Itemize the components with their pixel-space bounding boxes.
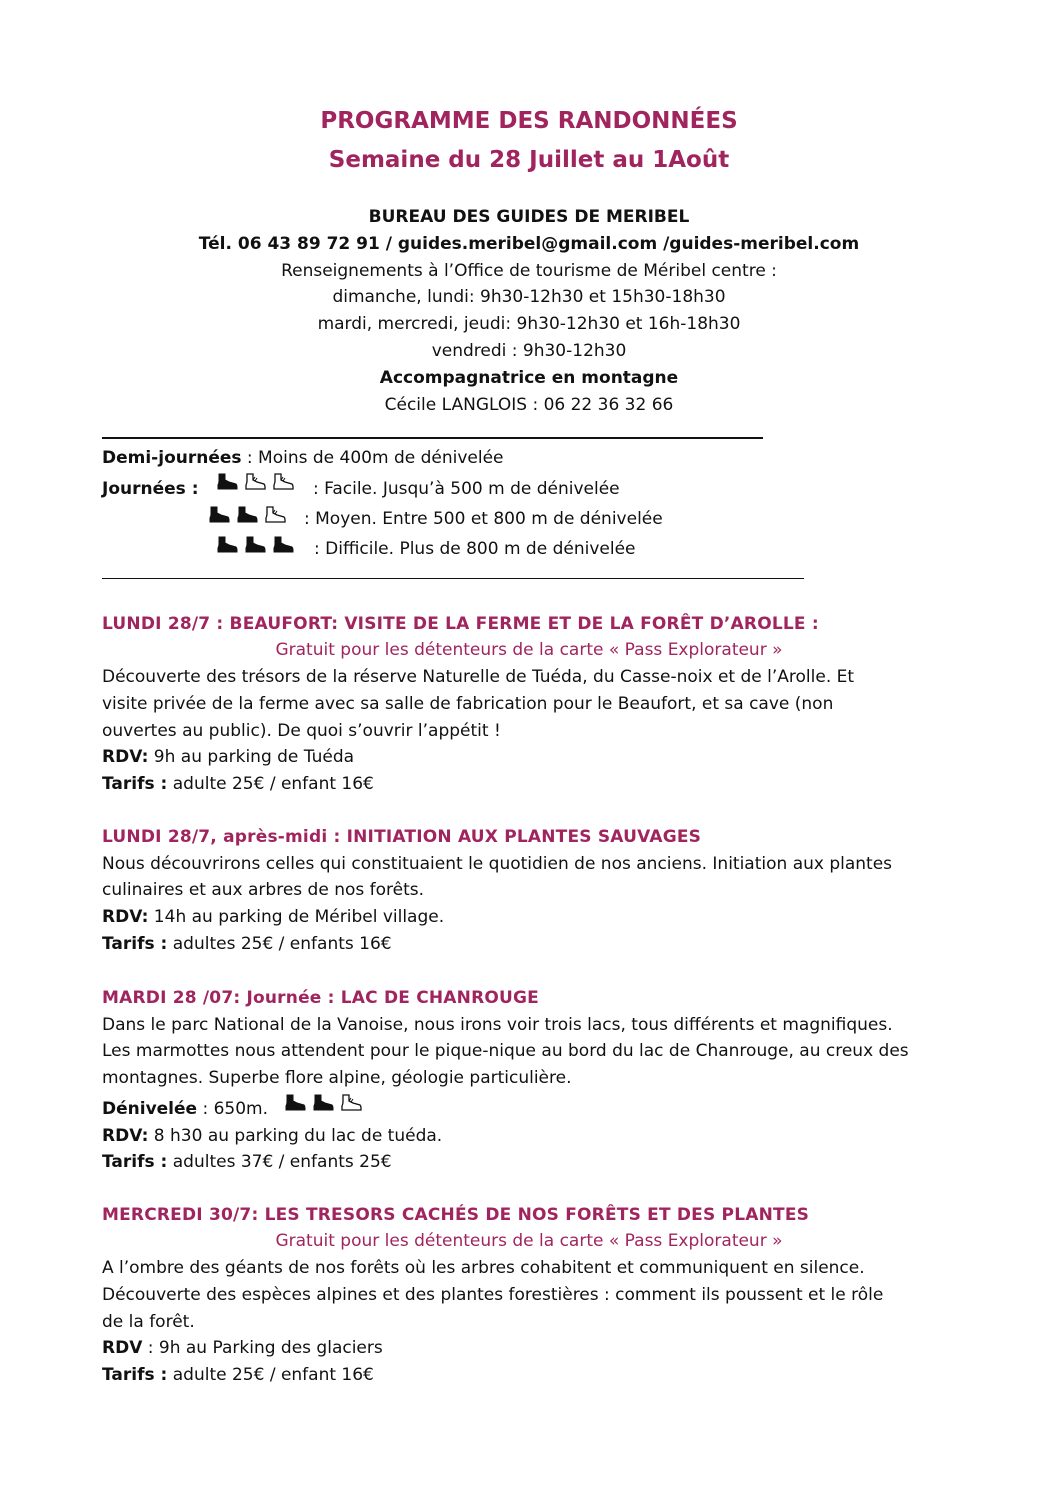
- section-description: Dans le parc National de la Vanoise, nous irons voir trois lacs, tous différents et magnifiques.: [102, 1015, 893, 1035]
- legend-demi-label: Demi-journées: [102, 448, 242, 468]
- section-description: Découverte des espèces alpines et des plantes forestières : comment ils poussent et le rôle: [102, 1285, 884, 1305]
- rdv-value: 9h au parking de Tuéda: [148, 747, 355, 767]
- section-description: de la forêt.: [102, 1312, 195, 1332]
- rdv-line: [102, 906, 444, 928]
- bureau-name: BUREAU DES GUIDES DE MERIBEL: [368, 207, 690, 227]
- pass-explorateur-note: Gratuit pour les détenteurs de la carte « Pass Explorateur »: [275, 1231, 783, 1251]
- section-description: visite privée de la ferme avec sa salle de fabrication pour le Beaufort, et sa cave (non: [102, 694, 834, 714]
- legend-level-easy: : Facile. Jusqu’à 500 m de dénivelée: [313, 479, 620, 499]
- section-heading: LUNDI 28/7, après-midi : INITIATION AUX PLANTES SAUVAGES: [102, 827, 702, 847]
- legend-journees-label-line: [102, 478, 199, 500]
- section-heading: MARDI 28 /07: Journée : LAC DE CHANROUGE: [102, 988, 539, 1008]
- rdv-value: 14h au parking de Méribel village.: [148, 907, 445, 927]
- rdv-label: RDV:: [102, 907, 149, 927]
- difficulty-boots: [208, 505, 286, 525]
- accompagnatrice-title: Accompagnatrice en montagne: [379, 368, 679, 388]
- divider: [102, 578, 804, 579]
- hours-line: mardi, mercredi, jeudi: 9h30-12h30 et 16h-18h30: [317, 314, 741, 334]
- legend-journees-label: Journées :: [102, 479, 199, 499]
- hiking-boot-filled-icon: [312, 1093, 334, 1111]
- hiking-boot-filled-icon: [216, 535, 238, 553]
- rdv-line: [102, 1125, 442, 1147]
- hours-line: vendredi : 9h30-12h30: [431, 341, 627, 361]
- tarifs-value: adultes 25€ / enfants 16€: [167, 934, 392, 954]
- hiking-boot-outline-icon: [340, 1093, 362, 1111]
- difficulty-boots: [216, 472, 294, 492]
- section-description: ouvertes au public). De quoi s’ouvrir l’appétit !: [102, 721, 501, 741]
- tarifs-label: Tarifs :: [102, 1152, 168, 1172]
- tarifs-label: Tarifs :: [102, 934, 168, 954]
- page-title: PROGRAMME DES RANDONNÉES: [320, 108, 738, 134]
- section-description: Nous découvrirons celles qui constituaient le quotidien de nos anciens. Initiation aux plantes: [102, 854, 893, 874]
- rdv-value: : 9h au Parking des glaciers: [142, 1338, 383, 1358]
- tarifs-line: [102, 1364, 374, 1386]
- legend-level-hard: : Difficile. Plus de 800 m de dénivelée: [314, 539, 636, 559]
- hiking-boot-filled-icon: [272, 535, 294, 553]
- denivelee-value: : 650m.: [197, 1099, 269, 1119]
- hiking-boot-filled-icon: [244, 535, 266, 553]
- rdv-label: RDV:: [102, 747, 149, 767]
- tarifs-value: adulte 25€ / enfant 16€: [167, 774, 374, 794]
- legend-demi-journees: [102, 447, 504, 469]
- tarifs-line: [102, 1151, 392, 1173]
- hiking-boot-filled-icon: [208, 505, 230, 523]
- section-description: A l’ombre des géants de nos forêts où les arbres cohabitent et communiquent en silence.: [102, 1258, 865, 1278]
- renseignements-line: Renseignements à l’Office de tourisme de Méribel centre :: [281, 261, 777, 281]
- rdv-line: [102, 1337, 383, 1359]
- section-description: Les marmottes nous attendent pour le pique-nique au bord du lac de Chanrouge, au creux des: [102, 1041, 909, 1061]
- hiking-boot-outline-icon: [244, 472, 266, 490]
- section-heading: MERCREDI 30/7: LES TRESORS CACHÉS DE NOS FORÊTS ET DES PLANTES: [102, 1205, 810, 1225]
- hiking-boot-filled-icon: [236, 505, 258, 523]
- tarifs-label: Tarifs :: [102, 1365, 168, 1385]
- tarifs-value: adultes 37€ / enfants 25€: [167, 1152, 392, 1172]
- tarifs-value: adulte 25€ / enfant 16€: [167, 1365, 374, 1385]
- section-description: montagnes. Superbe flore alpine, géologie particulière.: [102, 1068, 572, 1088]
- rdv-label: RDV:: [102, 1126, 149, 1146]
- hiking-boot-filled-icon: [284, 1093, 306, 1111]
- section-description: culinaires et aux arbres de nos forêts.: [102, 880, 425, 900]
- tarifs-label: Tarifs :: [102, 774, 168, 794]
- rdv-line: [102, 746, 354, 768]
- hiking-boot-outline-icon: [264, 505, 286, 523]
- tarifs-line: [102, 933, 392, 955]
- divider: [102, 437, 763, 439]
- page-subtitle: Semaine du 28 Juillet au 1Août: [328, 147, 730, 173]
- difficulty-boots: [284, 1093, 362, 1113]
- rdv-label: RDV: [102, 1338, 143, 1358]
- tarifs-line: [102, 773, 374, 795]
- pass-explorateur-note: Gratuit pour les détenteurs de la carte « Pass Explorateur »: [275, 640, 783, 660]
- denivelee-label: Dénivelée: [102, 1099, 198, 1119]
- difficulty-boots: [216, 535, 294, 555]
- hiking-boot-filled-icon: [216, 472, 238, 490]
- accompagnatrice-name: Cécile LANGLOIS : 06 22 36 32 66: [384, 395, 674, 415]
- legend-level-medium: : Moyen. Entre 500 et 800 m de dénivelée: [304, 509, 663, 529]
- contact-line: Tél. 06 43 89 72 91 / guides.meribel@gmail.com /guides-meribel.com: [198, 234, 860, 254]
- rdv-value: 8 h30 au parking du lac de tuéda.: [148, 1126, 443, 1146]
- legend-demi-text: : Moins de 400m de dénivelée: [241, 448, 504, 468]
- denivelee-line: [102, 1098, 268, 1120]
- section-heading: LUNDI 28/7 : BEAUFORT: VISITE DE LA FERME ET DE LA FORÊT D’AROLLE :: [102, 614, 819, 634]
- section-description: Découverte des trésors de la réserve Naturelle de Tuéda, du Casse-noix et de l’Arolle. Et: [102, 667, 855, 687]
- hours-line: dimanche, lundi: 9h30-12h30 et 15h30-18h30: [332, 287, 726, 307]
- hiking-boot-outline-icon: [272, 472, 294, 490]
